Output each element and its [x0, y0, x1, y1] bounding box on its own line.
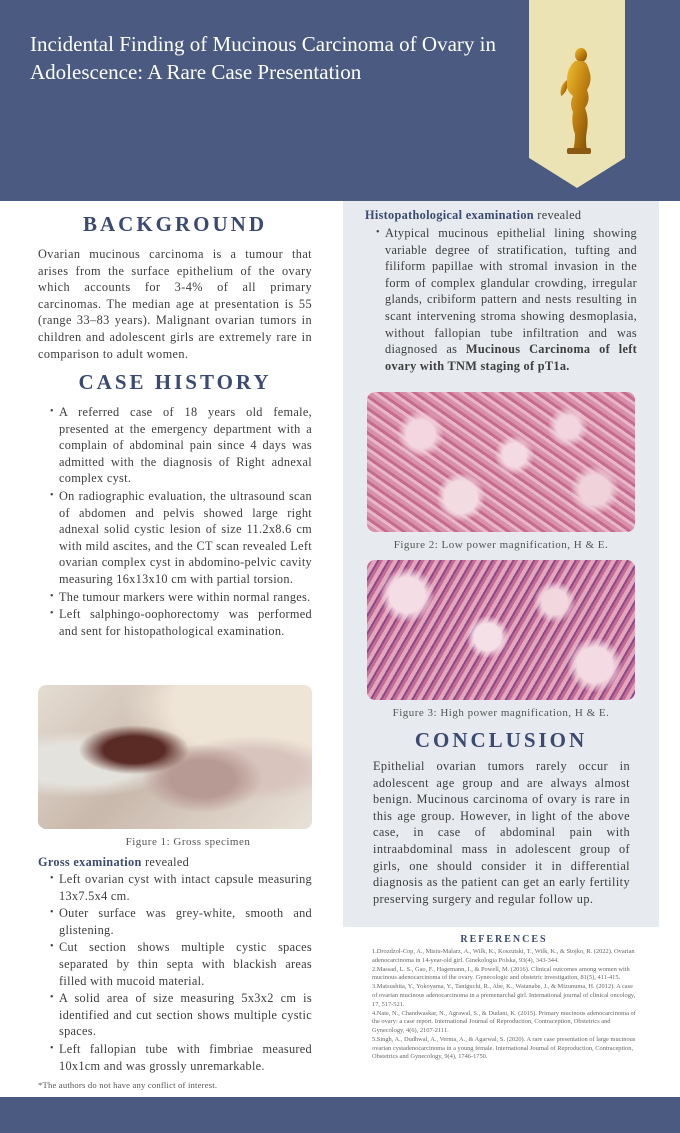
gross-examination-title: Gross examination — [38, 855, 142, 869]
list-item: • Outer surface was grey-white, smooth and glistening. — [50, 905, 312, 938]
conclusion-text: Epithelial ovarian tumors rarely occur in adolescent age group and are always almost benign. Mucinous carcinoma of ovary is rare in this age group. However, in light of the above case, in case of abdominal pain with intraabdominal mass in adolescent group of girls, one should consider it in differential diagnosis as the patient can get an early fertility preserving surgery and regular follow up. — [373, 759, 630, 906]
gross-examination-list — [50, 871, 312, 1075]
gross-examination-suffix: revealed — [141, 855, 190, 869]
reference-item: 2.Massad, L. S., Gao, F., Hagemann, I., & Powell, M. (2016). Clinical outcomes among women with mucinous adenocarcinoma of the ovary. Gynecologic and obstetric investigation, 81(5), 411-415. — [372, 965, 630, 982]
list-item: • Cut section shows multiple cystic spaces separated by thin septa with blackish areas filled with mucoid material. — [50, 939, 312, 989]
gross-examination-label — [38, 855, 312, 870]
list-item — [376, 225, 637, 374]
references-heading: REFERENCES — [460, 934, 548, 945]
statue-logo — [553, 46, 601, 158]
list-item: • Left ovarian cyst with intact capsule measuring 13x7.5x4 cm. — [50, 871, 312, 904]
list-item: • Left fallopian tube with fimbriae measured 10x1cm and was grossly unremarkable. — [50, 1041, 312, 1074]
reference-item: 1.Drozdzol-Cop, A., Misiu-Malarz, A., Wilk, K., Koszutski, T., Wilk, K., & Stojko, R. (2022). Ovarian adenocarcinoma in 14-year-old girl. Ginekologia Polska, 93(4), 343-344. — [372, 948, 635, 964]
background-text: Ovarian mucinous carcinoma is a tumour that arises from the surface epithelium of the ovary which accounts for 3-4% of all primary carcinomas. The median age at presentation is 55 (range 33–83 years). Malignant ovarian tumors in children and adolescent girls are extremely rare in comparison to adult women. — [38, 247, 312, 361]
figure2-caption: Figure 2: Low power magnification, H & E. — [393, 539, 609, 551]
conflict-of-interest-note: *The authors do not have any conflict of interest. — [38, 1080, 218, 1090]
list-item: • On radiographic evaluation, the ultrasound scan of abdomen and pelvis showed large right adnexal solid cystic lesion of size 11.2x8.6 cm with mild ascites, and the CT scan revealed Left ovarian complex cyst in abdomino-pelvic cavity measuring 16x13x10 cm with partial torsion. — [50, 488, 312, 588]
poster-footer — [0, 1097, 680, 1133]
histopathology-diagnosis: Mucinous Carcinoma of left ovary with TNM staging of pT1a. — [385, 342, 638, 373]
poster-title: Incidental Finding of Mucinous Carcinoma of Ovary in Adolescence: A Rare Case Presentation — [30, 32, 496, 84]
gross-specimen-image — [38, 685, 312, 829]
list-item: • Left salphingo-oophorectomy was performed and sent for histopathological examination. — [50, 606, 312, 639]
figure1-caption: Figure 1: Gross specimen — [125, 836, 251, 848]
reference-item: 3.Matsushita, Y., Yokoyama, Y., Taniguchi, R., Abe, K., Watanabe, J., & Mizunuma, H. (2012). A case of ovarian mucinous adenocarcinoma in a premenarchal girl. International journal of clinical oncology, 17, 517-521. — [372, 983, 636, 1008]
figure3-caption: Figure 3: High power magnification, H & E. — [392, 707, 610, 719]
logo-ribbon — [529, 0, 625, 188]
reference-item: 4.Nate, N., Chandwaskar, N., Agrawal, S., & Dudani, K. (2015). Primary mucinous adenocarcinoma of the ovary: a case report. International Journal of Reproduction, Contraception, Obstetrics and Gynecology, 4(6), 2107-2111. — [372, 1009, 636, 1034]
case-history-list — [50, 404, 312, 640]
low-power-histology-image — [367, 392, 635, 532]
conclusion-heading: CONCLUSION — [414, 728, 588, 752]
background-heading: BACKGROUND — [82, 212, 267, 236]
case-history-heading: CASE HISTORY — [78, 370, 272, 394]
list-item: • A referred case of 18 years old female, presented at the emergency department with a complain of abdominal pain since 4 days was admitted with the diagnosis of Right adnexal complex cyst. — [50, 404, 312, 487]
histopathology-suffix: revealed — [533, 208, 582, 222]
list-item: • A solid area of size measuring 5x3x2 cm is identified and cut section shows multiple cystic spaces. — [50, 990, 312, 1040]
histopathology-label — [365, 208, 650, 223]
references-list — [372, 948, 636, 1062]
poster-header — [0, 0, 680, 201]
histopathology-list — [376, 225, 637, 375]
reference-item: 5.Singh, A., Dudhwal, A., Verma, A., & Agarwal, S. (2020). A rare case presentation of large mucinous ovarian cystadenocarcinoma in a young female. International Journal of Reproduction, Contraception, Obstetrics and Gynecology, 9(4), 1746-1750. — [372, 1035, 636, 1061]
high-power-histology-image — [367, 560, 635, 700]
histopathology-title: Histopathological examination — [365, 208, 534, 222]
histopathology-text: Atypical mucinous epithelial lining showing variable degree of stratification, tufting and filiform papillae with stromal invasion in the form of complex glandular crowding, irregular glands, cribiform pattern and nests resulting in scant intervening stroma showing desmoplasia, without fallopian tube infiltration and was diagnosed as — [385, 226, 637, 357]
list-item: • The tumour markers were within normal ranges. — [50, 589, 312, 606]
